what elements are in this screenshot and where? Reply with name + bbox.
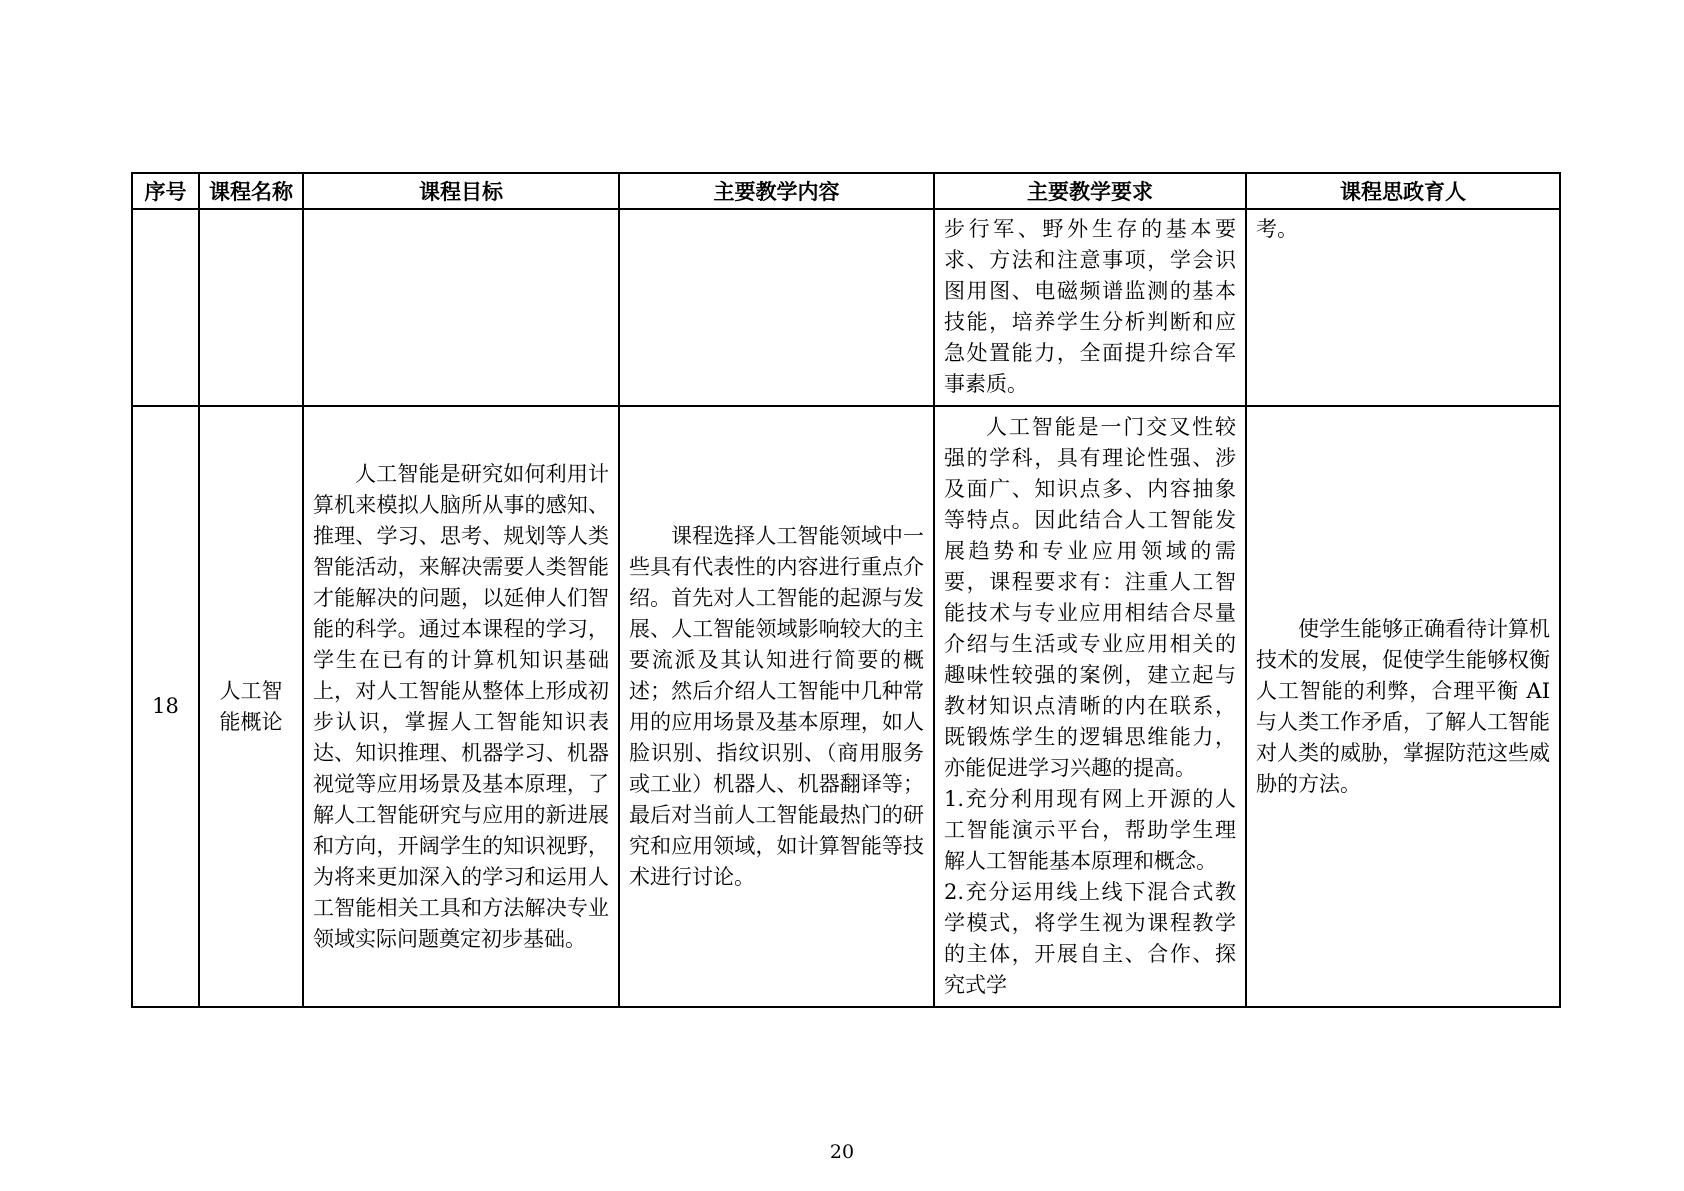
cell-course-name-empty — [199, 209, 303, 406]
cell-teaching-content — [619, 406, 934, 1007]
table-row-continuation — [132, 209, 1560, 406]
page-number: 20 — [829, 1141, 855, 1163]
header-course-name: 课程名称 — [199, 173, 303, 209]
cell-ideology-education — [1246, 406, 1560, 1007]
teaching-requirements-paragraph-1: 人工智能是一门交叉性较强的学科，具有理论性强、涉及面广、知识点多、内容抽象等特点。因此结合人工智能发展趋势和专业应用领域的需要，课程要求有：注重人工智能技术与专业应用相结合尽量介绍与生活或专业应用相关的趣味性较强的案例，建立起与教材知识点清晰的内在联系，既锻炼学生的逻辑思维能力，亦能促进学习兴趣的提高。 — [944, 415, 1236, 780]
header-teaching-requirements: 主要教学要求 — [934, 173, 1246, 209]
cell-objectives-empty — [303, 209, 619, 406]
ideology-education-text: 使学生能够正确看待计算机技术的发展，促使学生能够权衡人工智能的利弊，合理平衡 AI 与人类工作矛盾，了解人工智能对人类的威胁，掌握防范这些威胁的方法。 — [1256, 616, 1550, 796]
teaching-content-text: 课程选择人工智能领域中一些具有代表性的内容进行重点介绍。首先对人工智能的起源与发展、人工智能领域影响较大的主要流派及其认知进行简要的概述；然后介绍人工智能中几种常用的应用场景及基本原理，如人脸识别、指纹识别、（商用服务或工业）机器人、机器翻译等；最后对当前人工智能最热门的研究和应用领域，如计算智能等技术进行讨论。 — [629, 523, 924, 889]
cell-seq: 18 — [132, 406, 199, 1007]
table-header-row — [132, 173, 1560, 209]
cell-teaching-requirements — [934, 209, 1246, 406]
requirements-continuation-text: 步行军、野外生存的基本要求、方法和注意事项，学会识图用图、电磁频谱监测的基本技能，培养学生分析判断和应急处置能力，全面提升综合军事素质。 — [944, 217, 1236, 396]
course-objectives-text: 人工智能是研究如何利用计算机来模拟人脑所从事的感知、推理、学习、思考、规划等人类智能活动，来解决需要人类智能才能解决的问题，以延伸人们智能的科学。通过本课程的学习，学生在已有的计算机知识基础上，对人工智能从整体上形成初步认识，掌握人工智能知识表达、知识推理、机器学习、机器视觉等应用场景及基本原理，了解人工智能研究与应用的新进展和方向，开阔学生的知识视野，为将来更加深入的学习和运用人工智能相关工具和方法解决专业领域实际问题奠定初步基础。 — [313, 461, 609, 951]
header-seq: 序号 — [132, 173, 199, 209]
cell-seq-empty — [132, 209, 199, 406]
cell-ideology-education — [1246, 209, 1560, 406]
cell-teaching-requirements — [934, 406, 1246, 1007]
course-syllabus-table — [131, 172, 1561, 1008]
table-row-18 — [132, 406, 1560, 1007]
header-course-objectives: 课程目标 — [303, 173, 619, 209]
cell-course-name — [199, 406, 303, 1007]
header-teaching-content: 主要教学内容 — [619, 173, 934, 209]
teaching-requirements-paragraph-3: 2.充分运用线上线下混合式教学模式，将学生视为课程教学的主体，开展自主、合作、探究式学 — [944, 880, 1236, 997]
header-ideology-education: 课程思政育人 — [1246, 173, 1560, 209]
cell-content-empty — [619, 209, 934, 406]
cell-course-objectives — [303, 406, 619, 1007]
ideology-continuation-text: 考。 — [1256, 217, 1298, 241]
teaching-requirements-paragraph-2: 1.充分利用现有网上开源的人工智能演示平台，帮助学生理解人工智能基本原理和概念。 — [944, 787, 1236, 873]
course-name-text: 人工智能概论 — [219, 678, 283, 734]
